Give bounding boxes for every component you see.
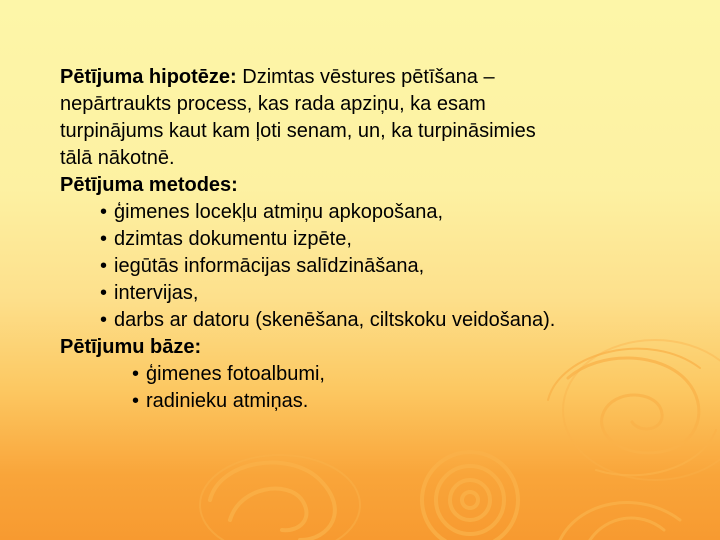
methods-heading: Pētījuma metodes: [60,174,238,196]
methods-item [60,253,700,280]
bullet-icon: • [100,228,108,250]
methods-item-text: ģimenes locekļu atmiņu apkopošana, [114,201,444,223]
methods-item [60,199,700,226]
swirl-center [422,452,518,540]
methods-item [60,226,700,253]
bullet-icon: • [132,390,140,412]
methods-item-text: darbs ar datoru (skenēšana, ciltskoku veidošana). [114,309,556,331]
methods-item-text: dzimtas dokumentu izpēte, [114,228,352,250]
bullet-icon: • [100,255,108,277]
base-item-text: radinieku atmiņas. [146,390,309,412]
methods-item-text: iegūtās informācijas salīdzināšana, [114,255,425,277]
hypothesis-line-3: turpinājums kaut kam ļoti senam, un, ka turpināsimies [60,120,536,142]
hypothesis-line-1 [60,64,700,91]
bullet-icon: • [132,363,140,385]
base-item-text: ģimenes fotoalbumi, [146,363,325,385]
base-item [60,388,700,415]
slide-content [60,64,700,415]
swirl-bottom-right [560,503,680,540]
swirl-left [200,455,360,540]
methods-item-text: intervijas, [114,282,199,304]
base-item [60,361,700,388]
bullet-icon: • [100,282,108,304]
hypothesis-line-4: tālā nākotnē. [60,147,175,169]
bullet-icon: • [100,309,108,331]
hypothesis-line-2: nepārtraukts process, kas rada apziņu, ka esam [60,93,486,115]
hypothesis-label: Pētījuma hipotēze: [60,66,237,88]
bullet-icon: • [100,201,108,223]
hypothesis-text: Dzimtas vēstures pētīšana – [236,66,495,88]
methods-item [60,307,700,334]
methods-item [60,280,700,307]
base-heading: Pētījumu bāze: [60,336,202,358]
